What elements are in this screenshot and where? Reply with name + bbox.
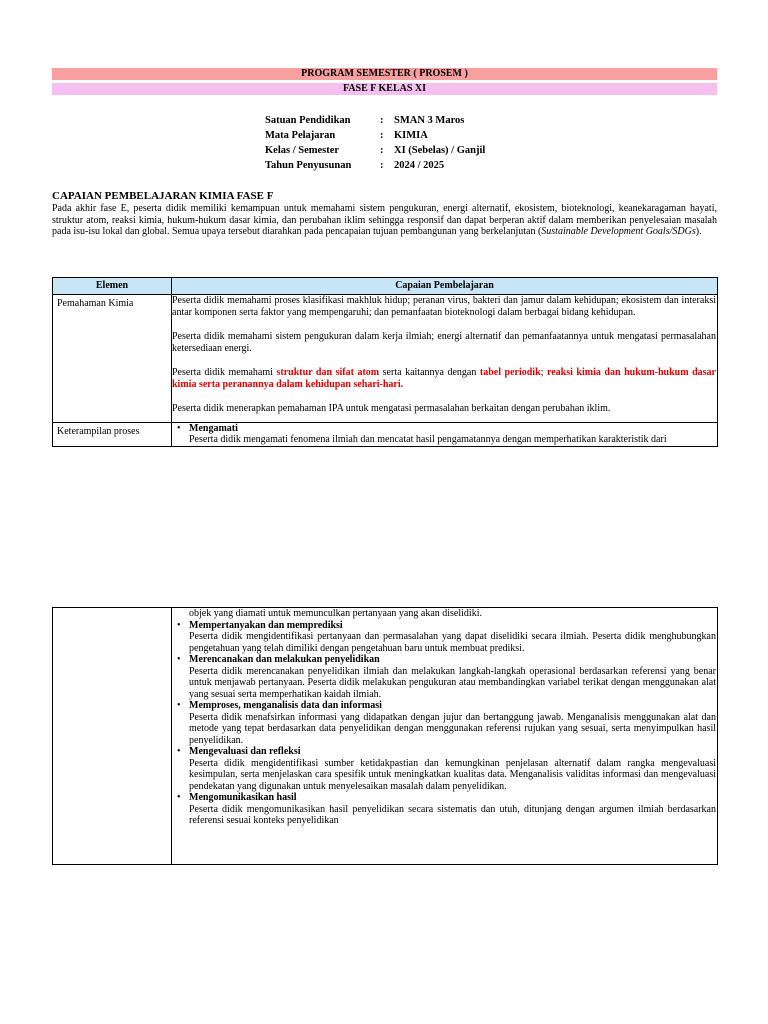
capaian-paragraph: Peserta didik memahami sistem pengukuran dalam kerja ilmiah; energi alternatif dan pemanfaatannya untuk mengatasi permasalahan ketersediaan energi. (172, 331, 716, 354)
info-row-satuan (265, 113, 485, 128)
bullet-title: Merencanakan dan melakukan penyelidikan (189, 654, 380, 665)
bullet-body: Peserta didik mengomunikasikan hasil penyelidikan secara sistematis dan utuh, ditunjang dengan argumen ilmiah berdasarkan referensi sesuai konteks penyelidikan (189, 803, 716, 826)
list-item (176, 423, 716, 446)
capaian-table (52, 277, 718, 447)
info-row-mapel (265, 128, 485, 143)
capaian-text-end: ). (695, 226, 702, 237)
spacer (172, 354, 717, 367)
bullet-title: Mengomunikasikan hasil (189, 792, 297, 803)
bullet-list (172, 608, 717, 827)
capaian-table-continued (52, 607, 718, 865)
table-row (53, 608, 718, 865)
info-value: 2024 / 2025 (394, 160, 445, 171)
document-title: PROGRAM SEMESTER ( PROSEM ) (52, 68, 717, 80)
text: Peserta didik memahami (172, 367, 277, 378)
capaian-text: Pada akhir fase E, peserta didik memiliki kemampuan untuk memahami sistem pengukuran, energi alternatif, ekosistem, bioteknologi, keanekaragaman hayati, struktur atom, reaksi kimia, hukum-hukum dasar kimia, dan perubahan iklim sehingga responsif dan dapat berperan aktif dalam memberikan penyelesaian masalah pada isu-isu lokal dan global. Semua upaya tersebut diarahkan pada pencapaian tujuan pembangunan yang berkelanjutan ( (52, 203, 717, 237)
bullet-body: Peserta didik merencanakan penyelidikan ilmiah dan melakukan langkah-langkah operasional berdasarkan referensi yang benar untuk menjawab pertanyaan. Peserta didik melakukan pengukuran atau membandingkan variabel terikat dengan menggunakan alat yang sesuai serta memperhatikan kaidah ilmiah. (189, 665, 716, 700)
bullet-body: Peserta didik mengamati fenomena ilmiah dan mencatat hasil pengamatannya dengan memperhatikan karakteristik dari (189, 434, 667, 445)
table-row (53, 295, 718, 423)
capaian-cell (172, 295, 718, 423)
highlight-text: reaksi kimia dan hukum-hukum dasar kimia serta peranannya dalam kehidupan sehari-hari. (172, 367, 716, 390)
list-item (176, 608, 716, 620)
bullet-title: Mempertanyakan dan memprediksi (189, 619, 343, 631)
bullet-body: Peserta didik menafsirkan informasi yang didapatkan dengan jujur dan bertanggung jawab. Menganalisis menggunakan alat dan metode yang tepat berdasarkan data penyelidikan dengan menggunakan referensi rujukan yang sesuai, serta menyimpulkan hasil penyelidikan. (189, 711, 716, 746)
highlight-text: tabel periodik (479, 367, 541, 378)
info-row-tahun (265, 158, 485, 173)
bullet-title: Mengamati (189, 422, 238, 434)
info-label: Satuan Pendidikan (265, 115, 351, 126)
info-value: SMAN 3 Maros (394, 115, 465, 126)
table-header-row (53, 278, 718, 295)
info-colon: : (380, 160, 384, 171)
bullet-title: Mengevaluasi dan refleksi (189, 746, 301, 757)
list-item (176, 620, 716, 655)
list-item (176, 792, 716, 827)
table-row (53, 422, 718, 446)
bullet-title: Memproses, menganalisis data dan informasi (189, 700, 382, 711)
capaian-paragraph (172, 367, 717, 390)
highlight-text: struktur dan sifat atom (276, 367, 380, 378)
info-label: Kelas / Semester (265, 145, 340, 156)
info-colon: : (380, 115, 384, 126)
spacer (172, 390, 717, 403)
bullet-list (172, 423, 717, 446)
info-value: KIMIA (394, 130, 428, 141)
bullet-body: Peserta didik mengidentifikasi sumber ketidakpastian dan kemungkinan penjelasan alternatif dalam rangka mengevaluasi kesimpulan, serta menjelaskan cara spesifik untuk meningkatkan kualitas data. Menganalisis validitas informasi dan mengevaluasi pendekatan yang digunakan untuk menyelesaikan masalah dalam penyelidikan. (189, 757, 716, 792)
elemen-cell: Pemahaman Kimia (53, 295, 172, 423)
elemen-cell: Keterampilan proses (53, 422, 172, 446)
capaian-paragraph: Peserta didik menerapkan pemahaman IPA untuk mengatasi permasalahan berkaitan dengan perubahan iklim. (172, 403, 611, 414)
header-capaian: Capaian Pembelajaran (172, 278, 718, 295)
capaian-cell (172, 422, 718, 446)
list-item (176, 700, 716, 746)
text: ; (540, 367, 547, 378)
info-label: Tahun Penyusunan (265, 160, 352, 171)
bullet-icon: • (177, 654, 181, 665)
bullet-icon: • (177, 746, 181, 757)
info-value: XI (Sebelas) / Ganjil (394, 145, 486, 156)
continuation-text: objek yang diamati untuk memunculkan pertanyaan yang akan diselidiki. (189, 608, 482, 619)
header-elemen: Elemen (53, 278, 172, 295)
info-label: Mata Pelajaran (265, 130, 336, 141)
bullet-body: Peserta didik mengidentifikasi pertanyaan dan permasalahan yang dapat diselidiki secara ilmiah. Peserta didik menghubungkan pengetahuan yang telah dimiliki dengan pengetahuan baru untuk membuat prediksi. (189, 631, 716, 654)
capaian-cell (172, 608, 718, 865)
bullet-icon: • (177, 422, 181, 434)
bullet-icon: • (177, 792, 181, 803)
list-item (176, 654, 716, 700)
bullet-icon: • (177, 700, 181, 711)
info-colon: : (380, 145, 384, 156)
document-subtitle: FASE F KELAS XI (52, 83, 717, 95)
identity-block (265, 113, 485, 173)
info-colon: : (380, 130, 384, 141)
list-item (176, 746, 716, 792)
capaian-title: CAPAIAN PEMBELAJARAN KIMIA FASE F (52, 190, 274, 202)
capaian-paragraph (52, 203, 717, 238)
capaian-paragraph: Peserta didik memahami proses klasifikasi makhluk hidup; peranan virus, bakteri dan jamur dalam kehidupan; ekosistem dan interaksi antar komponen serta faktor yang mempengaruhi; dan pemanfaatan bioteknologi dalam berbagai bidang kehidupan. (172, 295, 716, 318)
capaian-italic: Sustainable Development Goals/SDGs (541, 226, 696, 237)
info-row-kelas (265, 143, 485, 158)
spacer (172, 318, 717, 331)
text: serta kaitannya dengan (379, 367, 480, 378)
bullet-icon: • (177, 619, 181, 631)
elemen-cell (53, 608, 172, 865)
